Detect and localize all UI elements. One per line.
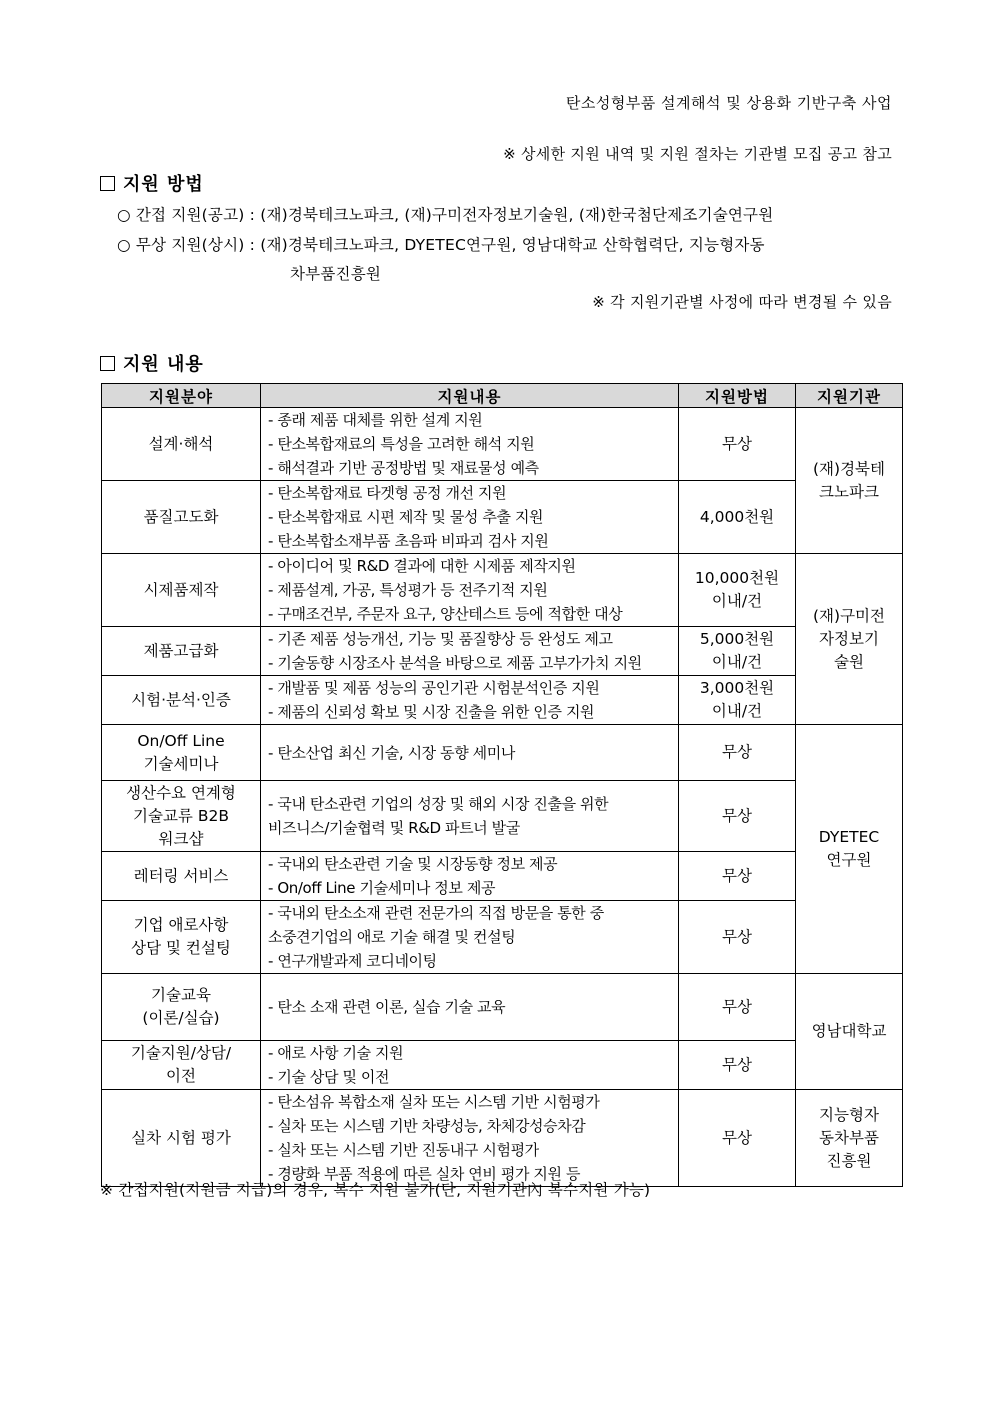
cell-text-line: - 애로 사항 기술 지원 [268,1044,404,1062]
cell-text-line: DYETEC [818,828,880,846]
cell-text-line: - 기존 제품 성능개선, 기능 및 품질향상 등 완성도 제고 [268,630,613,648]
cell-text-line: 실차 시험 평가 [131,1128,231,1147]
cell-text-line: (재)경북테 [813,459,885,478]
content-cell [261,481,679,554]
method-cell [679,1090,796,1187]
cell-text-line: 이내/건 [711,702,763,720]
cell-text-line: 동차부품 [819,1128,879,1147]
area-cell [102,554,261,627]
section-support-content-title [100,350,204,376]
table-row [102,1090,903,1187]
cell-text-line: - 제품의 신뢰성 확보 및 시장 진출을 위한 인증 지원 [268,703,595,721]
method-cell [679,627,796,676]
header-method: 지원방법 [679,384,796,408]
org-cell-dyetec [796,725,903,974]
table-row [102,974,903,1041]
area-cell [102,725,261,781]
cell-text-line: 5,000천원 [699,630,775,648]
cell-text-line: 무상 [722,997,752,1016]
header-org: 지원기관 [796,384,903,408]
cell-text-line: - On/off Line 기술세미나 정보 제공 [268,879,496,897]
area-cell [102,901,261,974]
cell-text-line: 무상 [722,1128,752,1147]
section-title-text: 지원 방법 [123,174,204,195]
method-cell [679,554,796,627]
cell-text-line: 무상 [722,743,752,761]
cell-text-line: (이론/실습) [142,1009,220,1027]
cell-text-line: 레터링 서비스 [133,866,229,885]
cell-text-line: 품질고도화 [143,507,219,526]
org-cell-auto [796,1090,903,1187]
cell-text-line: - 국내외 탄소관련 기술 및 시장동향 정보 제공 [268,855,558,873]
cell-text-line: - 개발품 및 제품 성능의 공인기관 시험분석인증 지원 [268,679,600,697]
cell-text-line: 지능형자 [819,1105,879,1124]
cell-text-line: - 국내 탄소관련 기업의 성장 및 해외 시장 진출을 위한 [268,795,609,813]
cell-text-line: 술원 [834,652,864,671]
table-row [102,901,903,974]
cell-text-line: 비즈니스/기술협력 및 R&D 파트너 발굴 [268,819,520,837]
cell-text-line: - 실차 또는 시스템 기반 차량성능, 차체강성승차감 [268,1117,586,1135]
cell-text-line: 이전 [166,1067,196,1085]
cell-text-line: 소중견기업의 애로 기술 해결 및 컨설팅 [268,928,516,946]
table-row [102,481,903,554]
table-row [102,1041,903,1090]
method-cell [679,781,796,852]
free-support-label: ○ 무상 지원(상시) : [117,236,256,254]
cell-text-line: - 경량화 부품 적용에 따른 실차 연비 평가 지원 등 [268,1165,581,1183]
org-change-note: ※ 각 지원기관별 사정에 따라 변경될 수 있음 [592,293,892,311]
cell-text-line: - 탄소산업 최신 기술, 시장 동향 세미나 [268,743,515,762]
cell-text-line: 무상 [722,806,752,825]
table-row [102,676,903,725]
header-area: 지원분야 [102,384,261,408]
cell-text-line: 연구원 [826,851,872,869]
support-content-table [101,383,903,1187]
area-cell [102,408,261,481]
free-support-text-line2: 차부품진흥원 [290,265,382,283]
cell-text-line: - 탄소섬유 복합소재 실차 또는 시스템 기반 시험평가 [268,1093,600,1111]
table-row [102,627,903,676]
cell-text-line: 무상 [722,866,752,885]
indirect-support-line [117,203,773,225]
method-cell [679,974,796,1041]
cell-text-line: 기술교류 B2B [133,806,229,825]
cell-text-line: - 해석결과 기반 공정방법 및 재료물성 예측 [268,459,539,477]
cell-text-line: 생산수요 연계형 [126,783,236,802]
cell-text-line: 시제품제작 [143,580,219,599]
method-cell [679,481,796,554]
cell-text-line: (재)구미전 [813,606,885,625]
table-row [102,781,903,852]
area-cell [102,1090,261,1187]
cell-text-line: 기술지원/상담/ [130,1044,232,1062]
table-row [102,408,903,481]
cell-text-line: 워크샵 [158,829,204,848]
cell-text-line: - 국내외 탄소소재 관련 전문가의 직접 방문을 통한 중 [268,904,604,922]
cell-text-line: - 연구개발과제 코디네이팅 [268,952,437,970]
cell-text-line: - 탄소복합재료의 특성을 고려한 해석 지원 [268,435,535,453]
cell-text-line: - 기술동향 시장조사 분석을 바탕으로 제품 고부가가치 지원 [268,654,642,672]
content-cell [261,676,679,725]
cell-text-line: 상담 및 컨설팅 [131,939,231,957]
cell-text-line: - 제품설계, 가공, 특성평가 등 전주기적 지원 [268,581,548,599]
method-cell [679,1041,796,1090]
table-row [102,852,903,901]
content-cell [261,852,679,901]
cell-text-line: On/Off Line [137,731,225,750]
method-cell [679,408,796,481]
area-cell [102,481,261,554]
top-note: ※ 상세한 지원 내역 및 지원 절차는 기관별 모집 공고 참고 [503,145,892,163]
content-cell [261,627,679,676]
content-cell [261,408,679,481]
cell-text-line: 설계·해석 [148,434,214,453]
free-support-text-line1: (재)경북테크노파크, DYETEC연구원, 영남대학교 산학협력단, 지능형자동 [260,236,765,254]
cell-text-line: 자정보기 [819,629,879,648]
content-cell [261,725,679,781]
checkbox-square-icon [100,176,115,191]
cell-text-line: - 탄소복합재료 시편 제작 및 물성 추출 지원 [268,508,544,526]
cell-text-line: 무상 [722,927,752,946]
area-cell [102,852,261,901]
cell-text-line: 10,000천원 [694,569,780,587]
footnote: ※ 간접지원(지원금 지급)의 경우, 복수 지원 불가(단, 지원기관內 복수지원 가능) [100,1181,651,1199]
cell-text-line: 진흥원 [826,1151,872,1170]
table-row [102,725,903,781]
cell-text-line: 영남대학교 [811,1022,887,1040]
header-content: 지원내용 [261,384,679,408]
org-cell-yu [796,974,903,1090]
cell-text-line: - 종래 제품 대체를 위한 설계 지원 [268,411,483,429]
method-cell [679,676,796,725]
area-cell [102,676,261,725]
free-support-line [117,233,765,255]
content-cell [261,974,679,1041]
cell-text-line: 4,000천원 [699,507,775,526]
indirect-support-text: (재)경북테크노파크, (재)구미전자정보기술원, (재)한국첨단제조기술연구원 [260,206,774,224]
cell-text-line: 제품고급화 [143,641,219,660]
area-cell [102,1041,261,1090]
document-header-title: 탄소성형부품 설계해석 및 상용화 기반구축 사업 [565,94,892,112]
method-cell [679,725,796,781]
cell-text-line: - 탄소복합소재부품 초음파 비파괴 검사 지원 [268,532,549,550]
org-cell-gumi [796,554,903,725]
cell-text-line: - 아이디어 및 R&D 결과에 대한 시제품 제작지원 [268,557,576,575]
cell-text-line: 이내/건 [711,592,763,610]
cell-text-line: 이내/건 [711,653,763,671]
content-cell [261,554,679,627]
cell-text-line: - 구매조건부, 주문자 요구, 양산테스트 등에 적합한 대상 [268,605,623,623]
area-cell [102,781,261,852]
method-cell [679,852,796,901]
cell-text-line: - 실차 또는 시스템 기반 진동내구 시험평가 [268,1141,539,1159]
area-cell [102,974,261,1041]
cell-text-line: 크노파크 [819,482,879,501]
cell-text-line: - 탄소 소재 관련 이론, 실습 기술 교육 [268,998,506,1016]
org-cell-gbtp [796,408,903,554]
cell-text-line: - 탄소복합재료 타겟형 공정 개선 지원 [268,484,507,502]
cell-text-line: 기술세미나 [143,754,219,773]
content-cell [261,1041,679,1090]
cell-text-line: 기업 애로사항 [133,916,229,934]
content-cell [261,901,679,974]
cell-text-line: 3,000천원 [699,679,775,697]
cell-text-line: 기술교육 [151,986,211,1004]
indirect-support-label: ○ 간접 지원(공고) : [117,206,256,224]
cell-text-line: 무상 [722,434,752,453]
checkbox-square-icon [100,356,115,371]
section-support-method-title [100,170,204,196]
table-row [102,554,903,627]
area-cell [102,627,261,676]
content-cell [261,781,679,852]
cell-text-line: 무상 [722,1055,752,1074]
method-cell [679,901,796,974]
content-cell [261,1090,679,1187]
table-header-row [102,384,903,408]
cell-text-line: 시험·분석·인증 [131,690,231,709]
cell-text-line: - 기술 상담 및 이전 [268,1068,390,1086]
section-title-text: 지원 내용 [123,354,204,375]
